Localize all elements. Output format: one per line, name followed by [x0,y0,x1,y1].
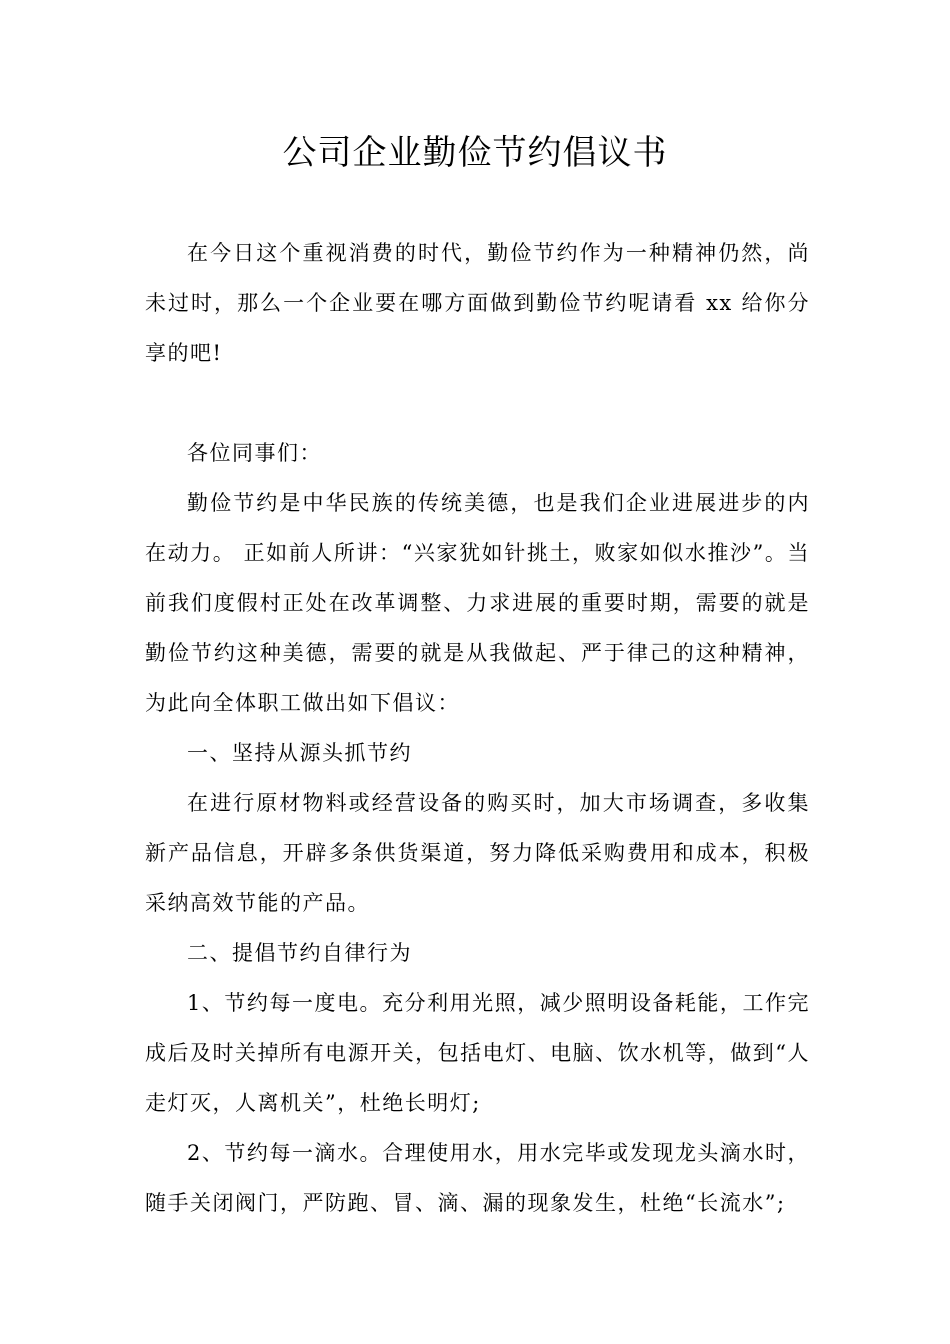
paragraph-tradition: 勤俭节约是中华民族的传统美德，也是我们企业进展进步的内在动力。 正如前人所讲：“兴家犹如针挑土，败家如似水推沙”。当前我们度假村正处在改革调整、力求进展的重要时期，需要的就是勤俭节约这种美德，需要的就是从我做起、严于律己的这种精神，为此向全体职工做出如下倡议： [145,491,810,715]
document-body [145,228,810,1228]
paragraph-procurement: 在进行原材物料或经营设备的购买时，加大市场调查，多收集新产品信息，开辟多条供货渠道，努力降低采购费用和成本，积极采纳高效节能的产品。 [145,791,810,915]
document-title: 公司企业勤俭节约倡议书 [282,133,668,173]
paragraph-gap [145,378,810,428]
intro-paragraph: 在今日这个重视消费的时代，勤俭节约作为一种精神仍然，尚未过时，那么一个企业要在哪方面做到勤俭节约呢请看 xx 给你分享的吧! [145,241,810,365]
salutation: 各位同事们： [187,441,322,465]
heading-source-saving: 一、坚持从源头抓节约 [187,741,412,765]
heading-self-discipline: 二、提倡节约自律行为 [187,941,412,965]
paragraph-save-water: 2、节约每一滴水。合理使用水，用水完毕或发现龙头滴水时，随手关闭阀门，严防跑、冒、滴、漏的现象发生，杜绝“长流水”; [145,1141,810,1215]
paragraph-save-electricity: 1、节约每一度电。充分利用光照，减少照明设备耗能，工作完成后及时关掉所有电源开关，包括电灯、电脑、饮水机等，做到“人走灯灭，人离机关”，杜绝长明灯; [145,991,810,1115]
